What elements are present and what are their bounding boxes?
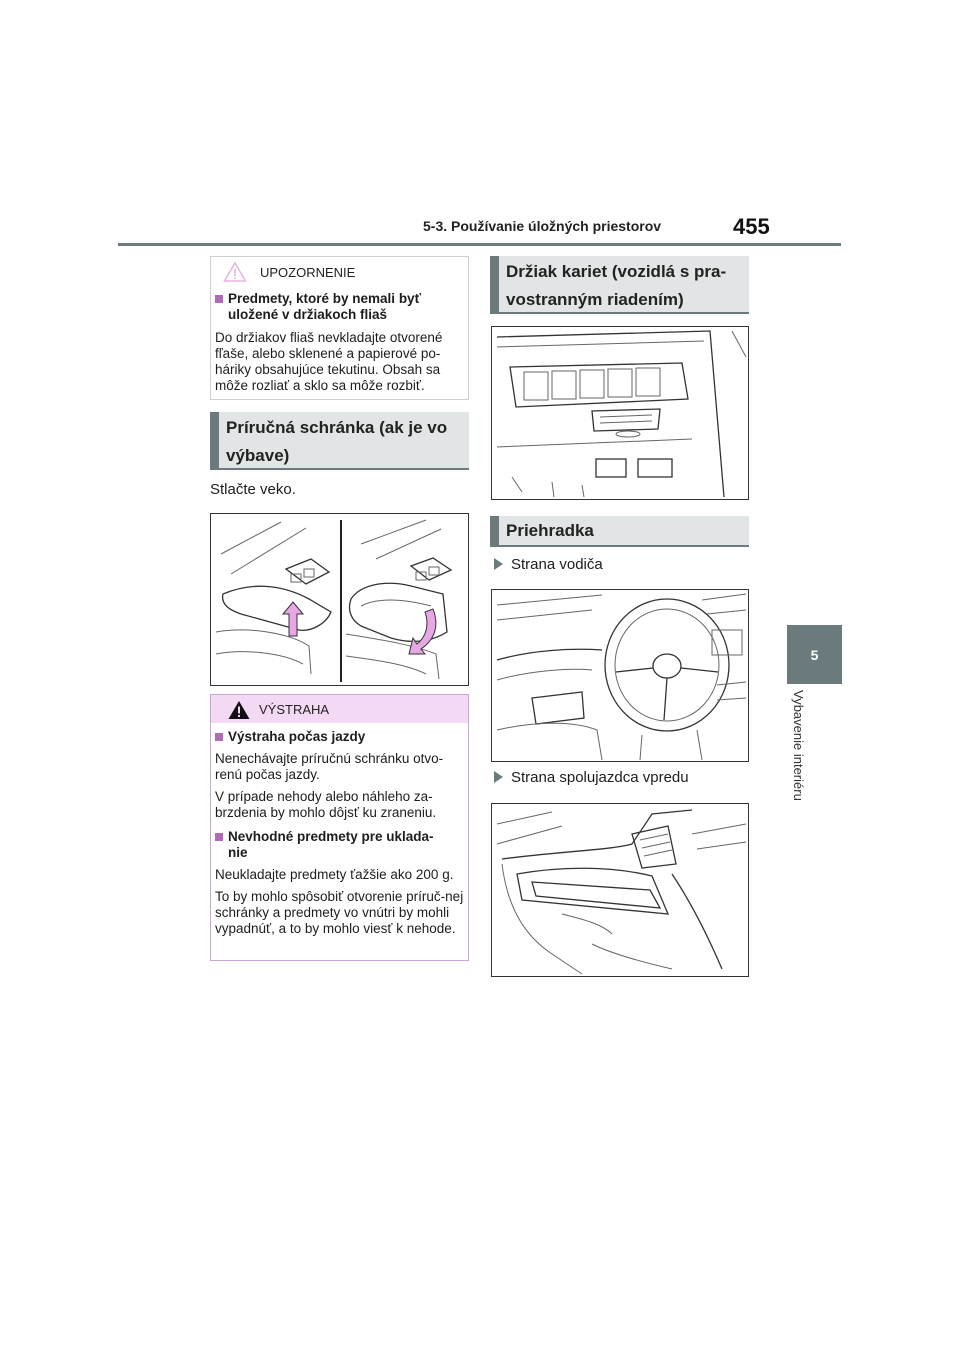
- bullet-square-icon: [215, 833, 223, 841]
- chapter-label: [754, 690, 874, 830]
- arrow-right-icon: [494, 771, 503, 783]
- tray-driver-drawing: [492, 590, 748, 761]
- warning-title: VÝSTRAHA: [259, 702, 330, 717]
- warning-item-driving-heading: Výstraha počas jazdy: [215, 729, 465, 745]
- tray-driver-side-label: Strana vodiča: [494, 556, 603, 573]
- warning-box: [210, 694, 469, 961]
- warning-item-objects: [215, 829, 465, 937]
- tray-passenger-side-label: Strana spolujazdca vpredu: [494, 769, 689, 786]
- caution-title: UPOZORNENIE: [260, 265, 356, 280]
- bullet-square-icon: [215, 733, 223, 741]
- section-heading-tray: [490, 516, 749, 547]
- section-heading-glovebox: [210, 412, 469, 470]
- caution-box: [210, 256, 469, 400]
- section-heading-card-holder-text: Držiak kariet (vozidlá s pra-vostranným riadením): [506, 262, 727, 309]
- running-header-section: 5-3. Používanie úložných priestorov: [423, 218, 662, 234]
- chapter-tab: 5: [787, 625, 842, 684]
- tray-driver-illustration: [491, 589, 749, 762]
- bullet-square-icon: [215, 295, 223, 303]
- tray-passenger-illustration: [491, 803, 749, 977]
- caution-heading: Predmety, ktoré by nemali byť uložené v držiakoch fliaš: [215, 291, 465, 323]
- section-heading-glovebox-text: Príručná schránka (ak je vo výbave): [226, 418, 448, 465]
- warning-triangle-icon: [227, 699, 251, 721]
- chapter-label-text: Vybavenie interiéru: [791, 690, 806, 801]
- tray-passenger-drawing: [492, 804, 748, 976]
- glovebox-drawing: [211, 514, 468, 685]
- warning-item-driving: [215, 729, 465, 821]
- warning-item-driving-text1: Nenechávajte príručnú schránku otvo-renú počas jazdy.: [215, 751, 444, 782]
- caution-item: [215, 291, 465, 394]
- header-rule: [118, 243, 841, 246]
- warning-item-driving-text2: V prípade nehody alebo náhleho za-brzdenia by mohlo dôjsť ku zraneniu.: [215, 789, 437, 820]
- page-number: 455: [733, 214, 770, 239]
- warning-item-objects-text1: Neukladajte predmety ťažšie ako 200 g.: [215, 867, 454, 882]
- section-heading-tray-text: Priehradka: [506, 521, 594, 540]
- caution-triangle-icon: [223, 261, 247, 283]
- card-holder-illustration: [491, 326, 749, 500]
- warning-item-objects-text2: To by mohlo spôsobiť otvorenie príruč-nej schránky a predmety vo vnútri by mohli vypadnúť, a to by mohlo viesť k nehode.: [215, 889, 464, 936]
- caution-text: Do držiakov fliaš nevkladajte otvorené fľaše, alebo sklenené a papierové po-háriky obsahujúce tekutinu. Obsah sa môže rozliať a sklo sa môže rozbiť.: [215, 330, 443, 393]
- glovebox-instruction: Stlačte veko.: [210, 481, 296, 498]
- section-heading-card-holder: [490, 256, 749, 314]
- glovebox-illustration: [210, 513, 469, 686]
- arrow-right-icon: [494, 558, 503, 570]
- card-holder-drawing: [492, 327, 748, 499]
- warning-item-objects-heading: Nevhodné predmety pre uklada-nie: [215, 829, 465, 861]
